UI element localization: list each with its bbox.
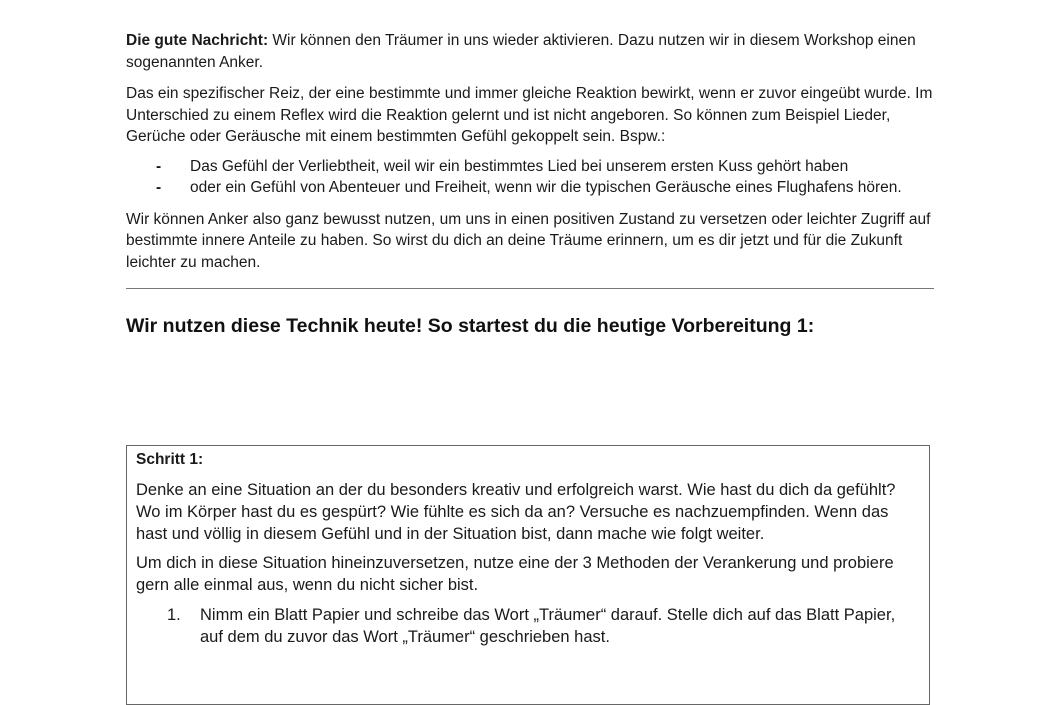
usage-paragraph: Wir können Anker also ganz bewusst nutzen, um uns in einen positiven Zustand zu versetzen oder leichter Zugriff auf bestimmte innere Anteile zu haben. So wirst du dich an deine Träume erinnern, um es dir jetzt und für die Zukunft leichter zu machen.: [126, 210, 931, 271]
step-paragraph-2: Um dich in diese Situation hineinzuversetzen, nutze eine der 3 Methoden der Verankerung und probiere gern alle einmal aus, wenn du nicht sicher bist.: [136, 554, 894, 594]
dash-bullet: -: [156, 179, 162, 196]
list-item: [126, 177, 934, 199]
intro-bold-lead: Die gute Nachricht:: [126, 32, 269, 49]
examples-list: [126, 156, 934, 199]
document-page: [126, 30, 934, 339]
step-box: [126, 445, 930, 705]
step-title: Schritt 1:: [136, 451, 204, 468]
step-paragraph-1: Denke an eine Situation an der du besonders kreativ und erfolgreich warst. Wie hast du dich da gefühlt? Wo im Körper hast du es gespürt? Wie fühlte es sich da an? Versuche es nachzuempfinden. Wenn das hast und völlig in diesem Gefühl und in der Situation bist, dann mache wie folgt weiter.: [136, 481, 896, 543]
dash-bullet: -: [156, 157, 162, 175]
section-heading: Wir nutzen diese Technik heute! So startest du die heutige Vorbereitung 1:: [126, 315, 815, 337]
step-text: Nimm ein Blatt Papier und schreibe das Wort „Träumer“ darauf. Stelle dich auf das Blatt Papier, auf dem du zuvor das Wort „Träumer“ geschrieben hast.: [200, 606, 896, 646]
step-list: [136, 604, 920, 648]
step-number: 1.: [167, 606, 181, 624]
intro-paragraph: [126, 30, 934, 73]
list-item-text: Das Gefühl der Verliebtheit, weil wir ein bestimmtes Lied bei unserem ersten Kuss gehört haben: [190, 157, 849, 175]
list-item-text: oder ein Gefühl von Abenteuer und Freiheit, wenn wir die typischen Geräusche eines Flughafens hören.: [190, 179, 902, 196]
definition-paragraph: Das ein spezifischer Reiz, der eine bestimmte und immer gleiche Reaktion bewirkt, wenn er zuvor eingeübt wurde. Im Unterschied zu einem Reflex wird die Reaktion gelernt und ist nicht angeboren. So können zum Beispiel Lieder, Gerüche oder Geräusche mit einem bestimmten Gefühl gekoppelt sein. Bspw.:: [126, 85, 933, 145]
intro-text: Wir können den Träumer in uns wieder aktivieren. Dazu nutzen wir in diesem Workshop einen sogenannten Anker.: [126, 32, 916, 71]
horizontal-divider: [126, 288, 934, 289]
list-item: [126, 156, 934, 178]
list-item: [136, 604, 920, 648]
